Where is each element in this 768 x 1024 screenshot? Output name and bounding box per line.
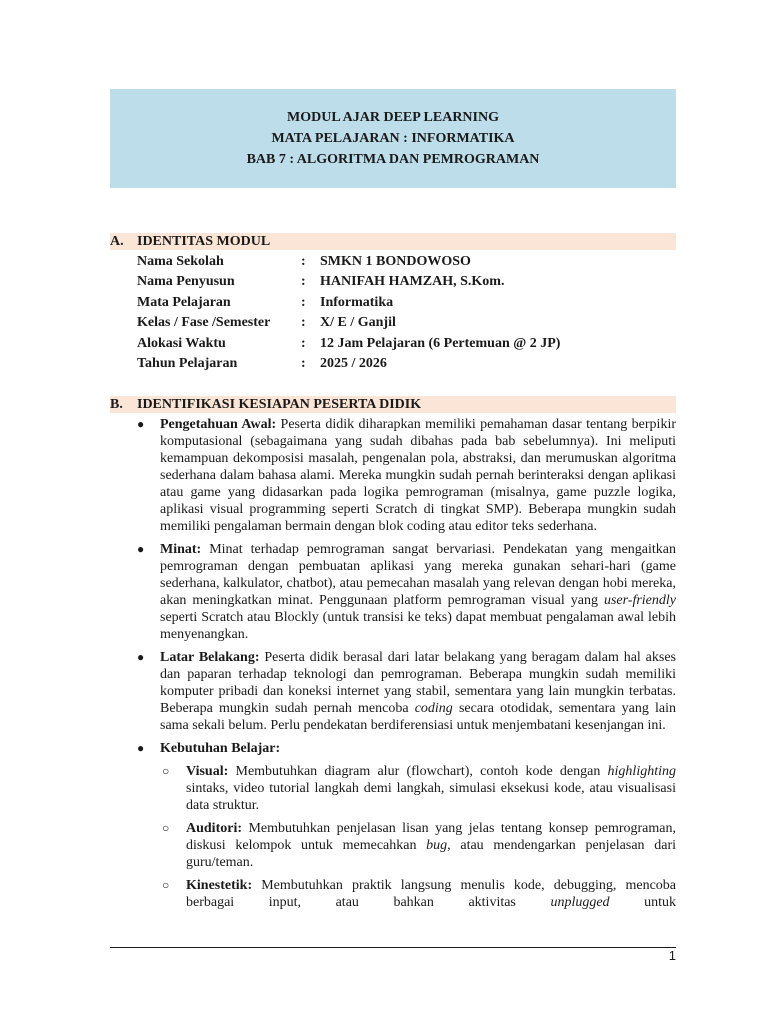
- sub-item-visual: [162, 763, 676, 814]
- paragraph: [160, 541, 676, 643]
- identity-colon: :: [301, 294, 306, 310]
- identity-row: [137, 313, 677, 333]
- subject-title: MATA PELAJARAN : INFORMATIKA: [271, 131, 515, 146]
- item-text: secara otodidak, sementara yang lain sama sekali belum. Perlu pendekatan berdiferensiasi untuk menjembatani kesenjangan ini.: [160, 701, 676, 733]
- identity-value: X/ E / Ganjil: [320, 315, 396, 331]
- bullet-icon: ●: [137, 417, 145, 431]
- chapter-title: BAB 7 : ALGORITMA DAN PEMROGRAMAN: [246, 152, 540, 167]
- item-label: Minat:: [160, 542, 202, 557]
- sub-item-auditori: [162, 820, 676, 871]
- section-a-heading: [110, 233, 676, 250]
- section-b-content: [137, 416, 677, 917]
- identity-row: [137, 354, 677, 374]
- item-text: untuk: [609, 895, 677, 910]
- circle-bullet-icon: ○: [162, 764, 170, 778]
- paragraph: [160, 740, 676, 757]
- list-item-pengetahuan: [137, 416, 677, 535]
- identity-row: [137, 272, 677, 292]
- identity-table: [137, 252, 677, 374]
- sub-list: [160, 763, 676, 911]
- identity-value: Informatika: [320, 294, 394, 310]
- list-item-minat: [137, 541, 676, 643]
- identity-label: Nama Penyusun: [137, 274, 235, 290]
- paragraph: [186, 877, 676, 911]
- identity-colon: :: [301, 254, 306, 269]
- item-text: Membutuhkan diagram alur (flowchart), contoh kode dengan: [228, 764, 608, 779]
- item-label: Kinestetik:: [186, 878, 253, 893]
- identity-label: Nama Sekolah: [137, 254, 224, 269]
- circle-bullet-icon: ○: [162, 878, 170, 892]
- item-italic: user-friendly: [603, 593, 676, 608]
- section-a-title: IDENTITAS MODUL: [137, 234, 271, 249]
- module-title: MODUL AJAR DEEP LEARNING: [287, 110, 499, 125]
- section-b-title: IDENTIFIKASI KESIAPAN PESERTA DIDIK: [137, 397, 422, 412]
- identity-colon: :: [301, 335, 306, 351]
- identity-colon: :: [301, 315, 306, 331]
- document-header: [110, 89, 676, 188]
- list-item-kebutuhan-belajar: [137, 740, 677, 911]
- sub-item-kinestetik: [162, 877, 677, 911]
- identity-row: [137, 334, 677, 354]
- item-label: Latar Belakang:: [160, 650, 260, 665]
- item-text: Peserta didik berasal dari latar belakang yang beragam dalam hal akses dan paparan terhadap teknologi dan pemrograman. Beberapa mungkin sudah memiliki komputer pribadi dan koneksi internet yang stabil, sementara yang lain mungkin terbatas. Beberapa mungkin sudah pernah mencoba: [160, 650, 676, 716]
- identity-value: HANIFAH HAMZAH, S.Kom.: [320, 274, 505, 290]
- identity-row: [137, 293, 677, 313]
- item-italic: coding: [414, 701, 453, 716]
- item-label: Pengetahuan Awal:: [160, 417, 277, 432]
- section-a-letter: A.: [110, 234, 124, 249]
- item-text: Minat terhadap pemrograman sangat bervariasi. Pendekatan yang mengaitkan pemrograman dengan pembuatan aplikasi yang mereka gunakan sehari-hari (game sederhana, kalkulator, chatbot), atau pemecahan masalah yang relevan dengan hobi mereka, akan meningkatkan minat. Penggunaan platform pemrograman visual yang: [160, 542, 676, 608]
- page-number: 1: [668, 948, 676, 963]
- item-italic: highlighting: [607, 764, 676, 779]
- identity-colon: :: [301, 355, 306, 371]
- identity-label: Tahun Pelajaran: [137, 355, 238, 371]
- paragraph: [160, 416, 676, 535]
- item-label: Auditori:: [186, 821, 242, 836]
- item-italic: bug: [426, 838, 448, 853]
- circle-bullet-icon: ○: [162, 821, 170, 835]
- identity-colon: :: [301, 274, 306, 290]
- item-text: Membutuhkan praktik langsung menulis kode, debugging, mencoba berbagai input, atau bahkan aktivitas: [186, 878, 676, 910]
- item-text: seperti Scratch atau Blockly (untuk transisi ke teks) dapat membuat pengalaman awal lebih menyenangkan.: [160, 610, 676, 642]
- section-b-heading: [110, 396, 676, 413]
- section-b-letter: B.: [110, 397, 123, 412]
- item-text: Membutuhkan penjelasan lisan yang jelas tentang konsep pemrograman, diskusi kelompok untuk memecahkan: [186, 821, 676, 853]
- bullet-icon: ●: [137, 650, 145, 664]
- bullet-icon: ●: [137, 542, 145, 556]
- item-text: , atau mendengarkan penjelasan dari guru/teman.: [186, 838, 676, 870]
- item-label: Kebutuhan Belajar:: [160, 741, 281, 756]
- paragraph: [160, 649, 676, 734]
- identity-label: Alokasi Waktu: [137, 335, 226, 351]
- bullet-icon: ●: [137, 741, 145, 755]
- item-text: sintaks, video tutorial langkah demi langkah, simulasi eksekusi kode, atau visualisasi data struktur.: [186, 781, 676, 813]
- identity-label: Mata Pelajaran: [137, 294, 231, 310]
- item-italic: unplugged: [550, 895, 610, 910]
- list-item-latar-belakang: [137, 649, 676, 734]
- identity-label: Kelas / Fase /Semester: [137, 315, 271, 331]
- item-label: Visual:: [186, 764, 229, 779]
- footer-divider: [110, 947, 676, 948]
- paragraph: [186, 820, 676, 871]
- identity-value: 2025 / 2026: [320, 355, 387, 371]
- identity-value: SMKN 1 BONDOWOSO: [320, 254, 471, 269]
- identity-value: 12 Jam Pelajaran (6 Pertemuan @ 2 JP): [320, 335, 561, 351]
- paragraph: [186, 763, 676, 814]
- item-text: Peserta didik diharapkan memiliki pemahaman dasar tentang berpikir komputasional (sebagaimana yang sudah dibahas pada bab sebelumnya). Ini meliputi kemampuan dekomposisi masalah, pengenalan pola, abstraksi, dan merumuskan algoritma sederhana dalam bahasa alami. Mereka mungkin sudah pernah berinteraksi dengan aplikasi atau game yang didasarkan pada logika pemrograman (misalnya, game puzzle logika, aplikasi visual programming seperti Scratch di tingkat SMP). Beberapa mungkin sudah memiliki pengalaman bermain dengan blok coding atau editor teks sederhana.: [160, 417, 677, 534]
- identity-row: [137, 252, 677, 272]
